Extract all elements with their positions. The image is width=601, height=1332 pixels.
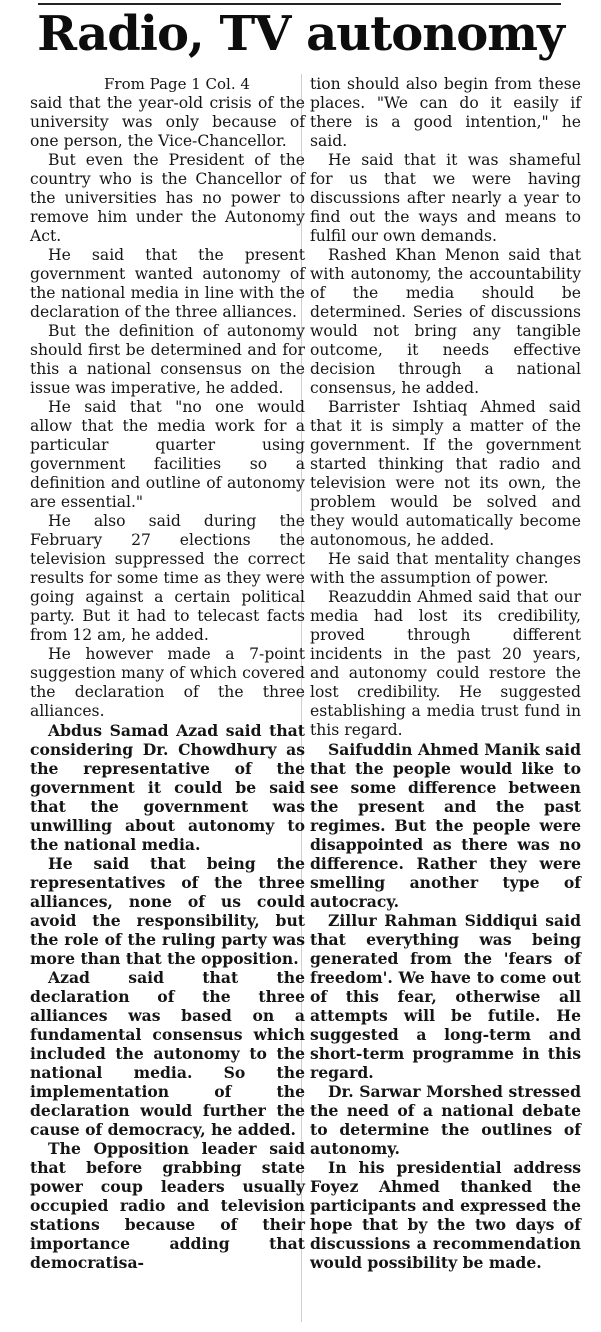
paragraph: But even the President of the country who is the Chancellor of the universities has no power to remove him under the Autonomy Act. [30,151,305,245]
paragraph: He however made a 7-point suggestion many of which covered the declaration of the three alliances. [30,645,305,720]
top-rule [38,3,561,5]
paragraph: Zillur Rahman Siddiqui said that everything was being generated from the 'fears of freedom'. We have to come out of this fear, otherwise all attempts will be futile. He suggested a long-term and short-term programme in this regard. [310,911,581,1082]
paragraph: Dr. Sarwar Morshed stressed the need of a national debate to determine the outlines of autonomy. [310,1082,581,1158]
paragraph: He said that being the representatives of the three alliances, none of us could avoid the responsibility, but the role of the ruling party was more than that the opposition. [30,854,305,968]
paragraph: He also said during the February 27 elections the television suppressed the correct results for some time as they were going against a certain political party. But it had to telecast facts from 12 am, he added. [30,512,305,644]
paragraph: But the definition of autonomy should first be determined and for this a national consensus on the issue was imperative, he added. [30,322,305,397]
paragraph: Abdus Samad Azad said that considering Dr. Chowdhury as the representative of the government it could be said that the government was unwilling about autonomy to the national media. [30,721,305,854]
paragraph: The Opposition leader said that before grabbing state power coup leaders usually occupied radio and television stations because of their importance adding that democratisa- [30,1139,305,1272]
paragraph: He said that it was shameful for us that we were having discussions after nearly a year to find out the ways and means to fulfil our own demands. [310,151,581,245]
paragraph: tion should also begin from these places. "We can do it easily if there is a good intention," he said. [310,75,581,150]
paragraph: Saifuddin Ahmed Manik said that the people would like to see some difference between the present and the past regimes. But the people were disappointed as there was no difference. Rather they were smelling another type of autocracy. [310,740,581,911]
headline: Radio, TV autonomy [37,6,564,62]
article-column-right [310,75,581,1272]
paragraph: said that the year-old crisis of the university was only because of one person, the Vice-Chancellor. [30,94,305,150]
paragraph: He said that "no one would allow that the media work for a particular quarter using government facilities so a definition and outline of autonomy are essential." [30,398,305,511]
paragraph: In his presidential address Foyez Ahmed thanked the participants and expressed the hope that by the two days of discussions a recommendation would possibility be made. [310,1158,581,1272]
jump-line: From Page 1 Col. 4 [104,75,250,93]
paragraph: Azad said that the declaration of the three alliances was based on a fundamental consensus which included the autonomy to the national media. So the implementation of the declaration would further the cause of democracy, he added. [30,968,305,1139]
paragraph: Reazuddin Ahmed said that our media had lost its credibility, proved through different incidents in the past 20 years, and autonomy could restore the lost credibility. He suggested establishing a media trust fund in this regard. [310,588,581,739]
paragraph: Rashed Khan Menon said that with autonomy, the accountability of the media should be determined. Series of discussions would not bring any tangible outcome, it needs effective decision through a national consensus, he added. [310,246,581,397]
article-column-left [30,75,305,1272]
paragraph: Barrister Ishtiaq Ahmed said that it is simply a matter of the government. If the government started thinking that radio and television were not its own, the problem would be solved and they would automatically become autonomous, he added. [310,398,581,549]
paragraph: He said that the present government wanted autonomy of the national media in line with the declaration of the three alliances. [30,246,305,321]
paragraph: He said that mentality changes with the assumption of power. [310,550,581,587]
